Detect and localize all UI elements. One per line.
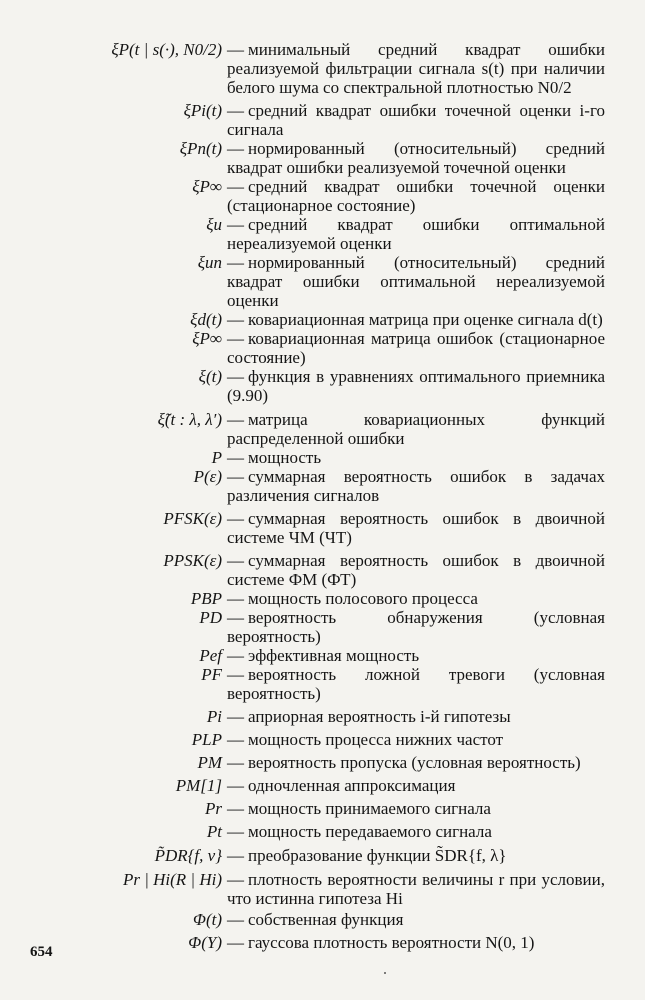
entry-symbol: PM[1] bbox=[175, 776, 222, 795]
entry-text: суммарная вероятность ошибок в задачах различения сигналов bbox=[227, 467, 605, 505]
glossary-entry: PFSK(ε) — суммарная вероятность ошибок в двоичной системе ЧМ (ЧТ) bbox=[0, 509, 645, 547]
entry-symbol: Φ(Y) bbox=[188, 933, 222, 952]
entry-text: средний квадрат ошибки оптимальной нереализуемой оценки bbox=[227, 215, 605, 253]
entry-text: преобразование функции S̃DR{f, λ} bbox=[248, 846, 507, 865]
entry-text: собственная функция bbox=[248, 910, 404, 929]
entry-text: вероятность обнаружения (условная вероятность) bbox=[227, 608, 605, 646]
glossary-entry: ξP∞ — ковариационная матрица ошибок (стационарное состояние) bbox=[0, 329, 645, 367]
glossary-entry: Pef — эффективная мощность bbox=[0, 646, 645, 665]
glossary-entry: ξPi(t) — средний квадрат ошибки точечной оценки i-го сигнала bbox=[0, 101, 645, 139]
glossary-entry: ξP∞ — средний квадрат ошибки точечной оценки (стационарное состояние) bbox=[0, 177, 645, 215]
glossary-entry: PF — вероятность ложной тревоги (условная вероятность) bbox=[0, 665, 645, 703]
glossary-entry: Pi — априорная вероятность i-й гипотезы bbox=[0, 707, 645, 726]
entry-symbol: ξu bbox=[206, 215, 222, 234]
entry-symbol: PF bbox=[201, 665, 222, 684]
entry-text: плотность вероятности величины r при условии, что истинна гипотеза Hi bbox=[227, 870, 605, 908]
glossary-list bbox=[0, 40, 645, 952]
entry-symbol: PM bbox=[197, 753, 222, 772]
entry-symbol: Pr | Hi(R | Hi) bbox=[122, 870, 222, 889]
entry-text: мощность процесса нижних частот bbox=[248, 730, 504, 749]
entry-symbol: ξ(t) bbox=[198, 367, 222, 386]
entry-symbol: ξP∞ bbox=[192, 329, 222, 348]
glossary-entry: Pr — мощность принимаемого сигнала bbox=[0, 799, 645, 818]
entry-text: априорная вероятность i-й гипотезы bbox=[248, 707, 511, 726]
glossary-entry: PM[1] — одночленная аппроксимация bbox=[0, 776, 645, 795]
entry-text: средний квадрат ошибки точечной оценки i-го сигнала bbox=[227, 101, 605, 139]
print-speck bbox=[384, 972, 386, 974]
entry-symbol: PD bbox=[199, 608, 222, 627]
glossary-entry: PLP — мощность процесса нижних частот bbox=[0, 730, 645, 749]
page-number: 654 bbox=[30, 944, 53, 960]
entry-symbol: Φ(t) bbox=[193, 910, 222, 929]
glossary-entry: ξun — нормированный (относительный) средний квадрат ошибки оптимальной нереализуемой оценки bbox=[0, 253, 645, 310]
entry-symbol: ξun bbox=[197, 253, 222, 272]
entry-symbol: P̃DR{f, v} bbox=[154, 846, 222, 865]
entry-text: ковариационная матрица ошибок (стационарное состояние) bbox=[227, 329, 605, 367]
entry-symbol: P(ε) bbox=[193, 467, 222, 486]
entry-symbol: Pt bbox=[206, 822, 222, 841]
glossary-entry: PD — вероятность обнаружения (условная вероятность) bbox=[0, 608, 645, 646]
glossary-entry: ξ̃(t : λ, λ′) — матрица ковариационных функций распределенной ошибки bbox=[0, 410, 645, 448]
glossary-entry: ξu — средний квадрат ошибки оптимальной нереализуемой оценки bbox=[0, 215, 645, 253]
glossary-entry: PBP — мощность полосового процесса bbox=[0, 589, 645, 608]
glossary-entry: Φ(t) — собственная функция bbox=[0, 910, 645, 929]
entry-text: мощность принимаемого сигнала bbox=[248, 799, 491, 818]
glossary-entry: PPSK(ε) — суммарная вероятность ошибок в двоичной системе ФМ (ФТ) bbox=[0, 551, 645, 589]
entry-text: матрица ковариационных функций распределенной ошибки bbox=[227, 410, 605, 448]
entry-text: средний квадрат ошибки точечной оценки (стационарное состояние) bbox=[227, 177, 605, 215]
entry-text: суммарная вероятность ошибок в двоичной системе ФМ (ФТ) bbox=[227, 551, 605, 589]
entry-symbol: Pi bbox=[206, 707, 222, 726]
entry-symbol: PFSK(ε) bbox=[163, 509, 222, 528]
glossary-entry: ξPn(t) — нормированный (относительный) средний квадрат ошибки реализуемой точечной оценки bbox=[0, 139, 645, 177]
entry-symbol: ξP∞ bbox=[192, 177, 222, 196]
entry-text: вероятность пропуска (условная вероятность) bbox=[248, 753, 581, 772]
entry-symbol: ξPi(t) bbox=[183, 101, 222, 120]
glossary-entry: Φ(Y) — гауссова плотность вероятности N(0, 1) bbox=[0, 933, 645, 952]
glossary-entry: P̃DR{f, v} — преобразование функции S̃DR{f, λ} bbox=[0, 846, 645, 865]
entry-symbol: Pr bbox=[205, 799, 222, 818]
glossary-entry: P(ε) — суммарная вероятность ошибок в задачах различения сигналов bbox=[0, 467, 645, 505]
entry-text: одночленная аппроксимация bbox=[248, 776, 456, 795]
glossary-entry: ξd(t) — ковариационная матрица при оценке сигнала d(t) bbox=[0, 310, 645, 329]
entry-text: нормированный (относительный) средний квадрат ошибки оптимальной нереализуемой оценки bbox=[227, 253, 605, 310]
entry-symbol: ξPn(t) bbox=[179, 139, 222, 158]
entry-text: гауссова плотность вероятности N(0, 1) bbox=[248, 933, 535, 952]
entry-symbol: ξ̃(t : λ, λ′) bbox=[157, 410, 222, 429]
entry-text: нормированный (относительный) средний квадрат ошибки реализуемой точечной оценки bbox=[227, 139, 605, 177]
entry-symbol: PBP bbox=[190, 589, 222, 608]
entry-symbol: PLP bbox=[191, 730, 222, 749]
entry-text: эффективная мощность bbox=[248, 646, 420, 665]
glossary-entry: PM — вероятность пропуска (условная вероятность) bbox=[0, 753, 645, 772]
entry-symbol: Pef bbox=[199, 646, 222, 665]
glossary-entry: P — мощность bbox=[0, 448, 645, 467]
entry-symbol: P bbox=[211, 448, 222, 467]
entry-symbol: PPSK(ε) bbox=[163, 551, 222, 570]
entry-text: суммарная вероятность ошибок в двоичной системе ЧМ (ЧТ) bbox=[227, 509, 605, 547]
glossary-entry: ξP(t | s(·), N0/2) — минимальный средний квадрат ошибки реализуемой фильтрации сигнала s(t) при наличии белого шума со спектральной плотностью N0/2 bbox=[0, 40, 645, 97]
entry-text: мощность bbox=[248, 448, 322, 467]
entry-text: ковариационная матрица при оценке сигнала d(t) bbox=[248, 310, 603, 329]
glossary-entry: Pt — мощность передаваемого сигнала bbox=[0, 822, 645, 841]
entry-symbol: ξd(t) bbox=[190, 310, 222, 329]
entry-symbol: ξP(t | s(·), N0/2) bbox=[111, 40, 222, 59]
glossary-entry: Pr | Hi(R | Hi) — плотность вероятности величины r при условии, что истинна гипотеза Hi bbox=[0, 870, 645, 908]
entry-text: мощность передаваемого сигнала bbox=[248, 822, 492, 841]
entry-text: минимальный средний квадрат ошибки реализуемой фильтрации сигнала s(t) при наличии белого шума со спектральной плотностью N0/2 bbox=[227, 40, 605, 97]
entry-text: вероятность ложной тревоги (условная вероятность) bbox=[227, 665, 605, 703]
entry-text: мощность полосового процесса bbox=[248, 589, 478, 608]
entry-text: функция в уравнениях оптимального приемника (9.90) bbox=[227, 367, 605, 405]
glossary-entry: ξ(t) — функция в уравнениях оптимального приемника (9.90) bbox=[0, 367, 645, 405]
